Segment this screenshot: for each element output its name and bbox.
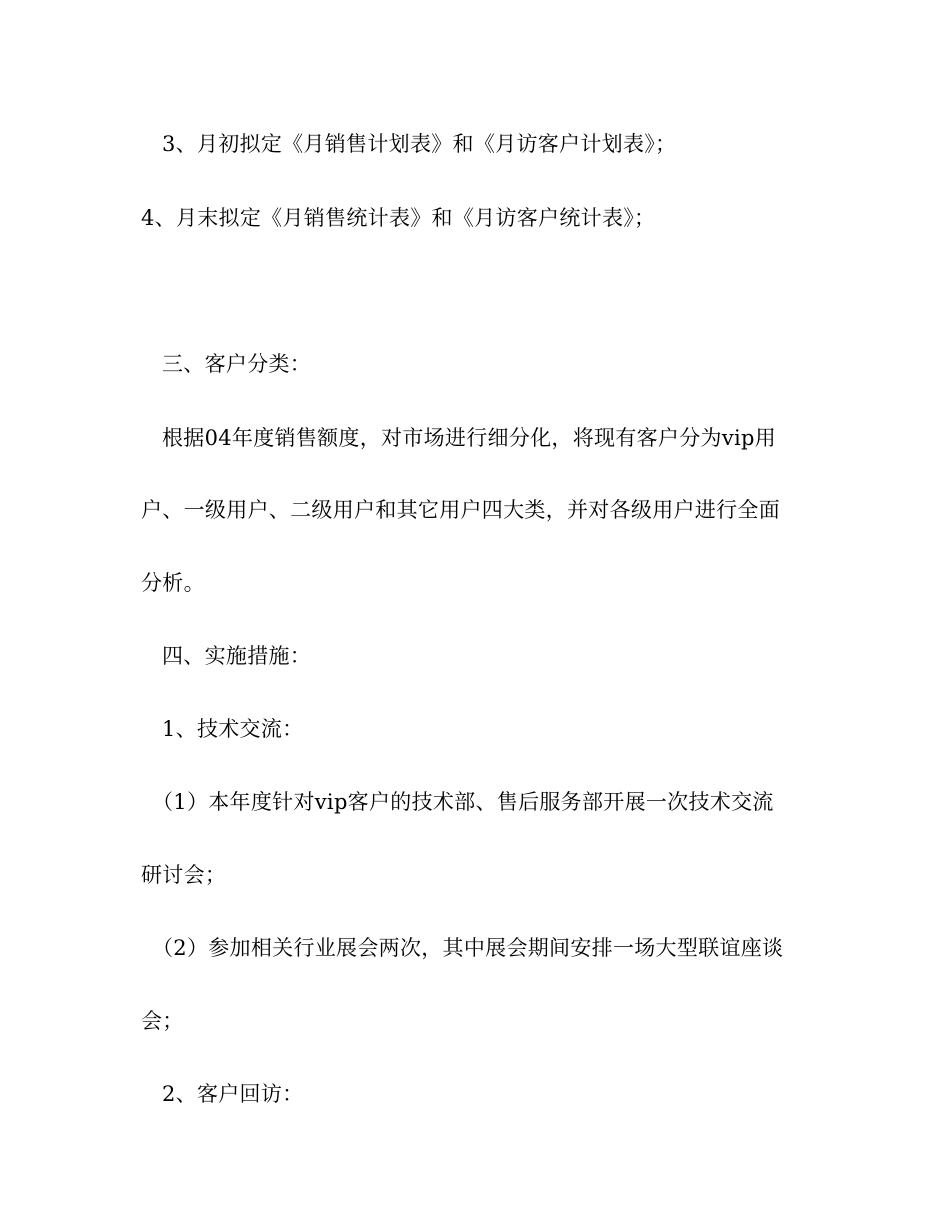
measure-1-line-1: （1）本年度针对vip客户的技术部、售后服务部开展一次技术交流: [152, 790, 774, 814]
subsection-2-heading: 2、客户回访：: [162, 1082, 304, 1106]
classification-paragraph-line-1: 根据04年度销售额度，对市场进行细分化，将现有客户分为vip用: [162, 426, 777, 450]
measure-2-line-2: 会；: [141, 1009, 184, 1033]
measure-1-line-2: 研讨会；: [141, 863, 227, 887]
subsection-1-heading: 1、技术交流：: [162, 717, 304, 741]
classification-paragraph-line-3: 分析。: [141, 571, 205, 595]
item-3-monthly-plan: 3、月初拟定《月销售计划表》和《月访客户计划表》；: [162, 132, 677, 156]
measure-2-line-1: （2）参加相关行业展会两次，其中展会期间安排一场大型联谊座谈: [152, 936, 784, 960]
classification-paragraph-line-2: 户、一级用户、二级用户和其它用户四大类，并对各级用户进行全面: [141, 498, 780, 522]
section-3-heading: 三、客户分类：: [162, 352, 312, 376]
item-4-monthly-statistics: 4、月末拟定《月销售统计表》和《月访客户统计表》；: [141, 206, 656, 230]
section-4-heading: 四、实施措施：: [162, 644, 312, 668]
